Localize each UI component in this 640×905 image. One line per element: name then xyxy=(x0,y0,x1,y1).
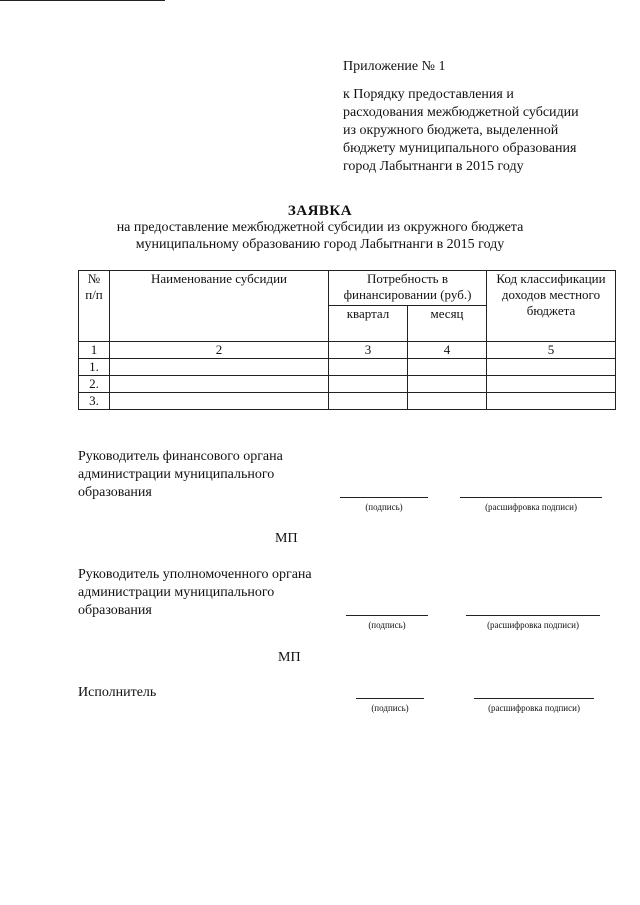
document-title: ЗАЯВКА xyxy=(287,203,353,219)
appendix-line: расходования межбюджетной субсидии xyxy=(343,105,579,120)
top-divider xyxy=(0,0,165,1)
stamp-place: МП xyxy=(275,531,298,546)
table-cell[interactable] xyxy=(329,359,408,376)
table-cell[interactable] xyxy=(487,376,616,393)
signature-caption: (подпись) xyxy=(368,620,406,630)
table-row xyxy=(79,376,616,393)
header-month: месяц xyxy=(408,306,487,342)
document-subtitle-line1: на предоставление межбюджетной субсидии из окружного бюджета xyxy=(116,220,524,235)
decoding-line[interactable] xyxy=(474,698,594,699)
row-number: 1. xyxy=(79,359,110,376)
table-cell[interactable] xyxy=(408,359,487,376)
table-cell[interactable] xyxy=(408,393,487,410)
column-number: 1 xyxy=(79,342,110,359)
header-number: № п/п xyxy=(79,271,110,342)
appendix-line: город Лабытнанги в 2015 году xyxy=(343,159,524,174)
table-cell[interactable] xyxy=(110,376,329,393)
appendix-line: бюджету муниципального образования xyxy=(343,141,577,156)
header-quarter: квартал xyxy=(329,306,408,342)
signature-line[interactable] xyxy=(356,698,424,699)
appendix-line: к Порядку предоставления и xyxy=(343,87,514,102)
table-cell[interactable] xyxy=(408,376,487,393)
authorized-head-label: Руководитель уполномоченного органа администрации муниципального образования xyxy=(78,567,312,618)
row-number: 3. xyxy=(79,393,110,410)
signature-line[interactable] xyxy=(346,615,428,616)
column-number: 2 xyxy=(110,342,329,359)
table-cell[interactable] xyxy=(487,393,616,410)
table-cell[interactable] xyxy=(110,359,329,376)
header-classification-code: Код классификации доходов местного бюджета xyxy=(487,271,616,342)
decoding-line[interactable] xyxy=(460,497,602,498)
finance-head-label: Руководитель финансового органа администрации муниципального образования xyxy=(78,449,283,500)
column-number: 4 xyxy=(408,342,487,359)
decoding-caption: (расшифровка подписи) xyxy=(485,502,577,512)
header-financing-need: Потребность в финансировании (руб.) xyxy=(329,271,487,306)
table-cell[interactable] xyxy=(329,393,408,410)
signature-caption: (подпись) xyxy=(371,703,409,713)
document-subtitle-line2: муниципальному образованию город Лабытнанги в 2015 году xyxy=(135,237,505,252)
table-row xyxy=(79,359,616,376)
table-row xyxy=(79,393,616,410)
decoding-caption: (расшифровка подписи) xyxy=(488,703,580,713)
decoding-line[interactable] xyxy=(466,615,600,616)
column-number: 5 xyxy=(487,342,616,359)
appendix-block xyxy=(343,58,623,176)
executor-label: Исполнитель xyxy=(78,685,157,700)
column-number: 3 xyxy=(329,342,408,359)
column-numbers-row xyxy=(79,342,616,359)
appendix-title: Приложение № 1 xyxy=(343,59,446,74)
table-cell[interactable] xyxy=(110,393,329,410)
stamp-place: МП xyxy=(278,650,301,665)
appendix-line: из окружного бюджета, выделенной xyxy=(343,123,559,138)
decoding-caption: (расшифровка подписи) xyxy=(487,620,579,630)
signature-caption: (подпись) xyxy=(365,502,403,512)
request-table xyxy=(78,270,616,410)
table-cell[interactable] xyxy=(487,359,616,376)
table-cell[interactable] xyxy=(329,376,408,393)
row-number: 2. xyxy=(79,376,110,393)
header-subsidy-name: Наименование субсидии xyxy=(110,271,329,342)
signature-line[interactable] xyxy=(340,497,428,498)
